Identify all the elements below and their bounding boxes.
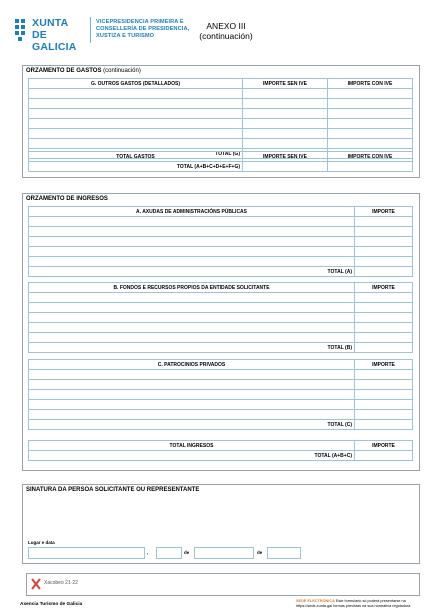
annex-title: ANEXO III (206, 21, 246, 31)
total-all-expenses-label: TOTAL (A+B+C+D+E+F+G) (29, 162, 243, 172)
signature-title: SINATURA DA PERSOA SOLICITANTE OU REPRESENTANTE (26, 487, 200, 493)
table-row[interactable] (29, 380, 413, 390)
column-header-concept: G. OUTROS GASTOS (DETALLADOS) (29, 79, 243, 89)
column-header-vat: IMPORTE CON IVE (328, 152, 413, 162)
signature-section (22, 484, 420, 564)
expenses-title-suffix: (continuación) (103, 68, 141, 74)
concept-cell[interactable] (29, 89, 243, 99)
de-label-2: de (257, 550, 263, 555)
department-line: CONSELLERÍA DE PRESIDENCIA, (96, 26, 190, 32)
amount-cell[interactable] (355, 227, 413, 237)
table-row[interactable] (29, 323, 413, 333)
xunta-logo-text (32, 17, 80, 53)
concept-cell[interactable] (29, 400, 355, 410)
concept-cell[interactable] (29, 333, 355, 343)
amount-cell[interactable] (355, 313, 413, 323)
month-field[interactable] (194, 547, 254, 559)
table-row[interactable] (29, 109, 413, 119)
concept-cell[interactable] (29, 227, 355, 237)
amount-cell[interactable] (355, 237, 413, 247)
expenses-title (26, 68, 141, 74)
table-header-row (29, 207, 413, 217)
other-expenses-table (28, 78, 413, 159)
amount-cell[interactable] (355, 303, 413, 313)
comma-separator: , (147, 550, 149, 555)
income-table-a (28, 206, 413, 277)
concept-cell[interactable] (29, 410, 355, 420)
amount-cell[interactable] (355, 390, 413, 400)
footer-note-line-2: https://sede.xunta.gal formas previstas na súa normativa reguladora (296, 604, 411, 608)
table-row[interactable] (29, 390, 413, 400)
table-row[interactable] (29, 333, 413, 343)
concept-cell[interactable] (29, 323, 355, 333)
concept-cell[interactable] (29, 390, 355, 400)
column-header-amount: IMPORTE (355, 283, 413, 293)
table-row[interactable] (29, 129, 413, 139)
table-row[interactable] (29, 400, 413, 410)
concept-cell[interactable] (29, 370, 355, 380)
income-section (22, 193, 420, 471)
total-g-label: TOTAL (G) (29, 149, 243, 159)
table-row[interactable] (29, 293, 413, 303)
amount-no-vat-cell[interactable] (243, 129, 328, 139)
total-c-label: TOTAL (C) (29, 420, 355, 430)
table-header-row (29, 360, 413, 370)
table-row[interactable] (29, 257, 413, 267)
amount-cell[interactable] (355, 247, 413, 257)
table-row[interactable] (29, 227, 413, 237)
amount-cell[interactable] (355, 257, 413, 267)
total-c-value[interactable] (355, 420, 413, 430)
table-row[interactable] (29, 247, 413, 257)
footer-note (296, 599, 410, 609)
total-all-vat[interactable] (328, 162, 413, 172)
total-income-table (28, 440, 413, 461)
table-row[interactable] (29, 119, 413, 129)
amount-cell[interactable] (355, 293, 413, 303)
place-date-label: Lugar e data (28, 540, 55, 545)
sede-electronica-brand[interactable]: SEDE ELECTRÓNICA (296, 599, 335, 603)
amount-no-vat-cell[interactable] (243, 89, 328, 99)
total-b-value[interactable] (355, 343, 413, 353)
table-row[interactable] (29, 370, 413, 380)
table-row[interactable] (29, 303, 413, 313)
section-a-header: A. AXUDAS DE ADMINISTRACIÓNS PÚBLICAS (29, 207, 355, 217)
concept-cell[interactable] (29, 313, 355, 323)
amount-vat-cell[interactable] (328, 89, 413, 99)
department-line: XUSTIZA E TURISMO (96, 33, 155, 39)
table-header-row (29, 79, 413, 89)
amount-no-vat-cell[interactable] (243, 99, 328, 109)
amount-cell[interactable] (355, 323, 413, 333)
column-header-no-vat: IMPORTE SEN IVE (243, 152, 328, 162)
place-field[interactable] (28, 547, 145, 559)
total-expenses-table (28, 151, 413, 172)
total-row (29, 420, 413, 430)
table-row[interactable] (29, 89, 413, 99)
total-b-label: TOTAL (B) (29, 343, 355, 353)
concept-cell[interactable] (29, 380, 355, 390)
amount-cell[interactable] (355, 370, 413, 380)
year-field[interactable] (267, 547, 301, 559)
de-label-1: de (184, 550, 190, 555)
footer-note-line-1: Este formulario só poderá presentarse na (335, 599, 406, 603)
amount-vat-cell[interactable] (328, 99, 413, 109)
concept-cell[interactable] (29, 109, 243, 119)
table-header-row (29, 441, 413, 451)
income-table-b (28, 282, 413, 353)
total-row (29, 343, 413, 353)
total-row (29, 267, 413, 277)
concept-cell[interactable] (29, 237, 355, 247)
logo-line-1: XUNTA (32, 17, 69, 29)
xacobeo-logo-text: Xacobeo 21·22 (44, 580, 78, 586)
table-row[interactable] (29, 139, 413, 149)
column-header-amount: IMPORTE (355, 360, 413, 370)
amount-no-vat-cell[interactable] (243, 119, 328, 129)
table-row[interactable] (29, 237, 413, 247)
amount-no-vat-cell[interactable] (243, 109, 328, 119)
concept-cell[interactable] (29, 247, 355, 257)
amount-vat-cell[interactable] (328, 119, 413, 129)
column-header-amount: IMPORTE (355, 207, 413, 217)
amount-cell[interactable] (355, 410, 413, 420)
amount-cell[interactable] (355, 400, 413, 410)
total-row (29, 451, 413, 461)
total-income-header: TOTAL INGRESOS (29, 441, 355, 451)
income-title: ORZAMENTO DE INGRESOS (26, 196, 108, 202)
annex-heading (176, 21, 276, 41)
concept-cell[interactable] (29, 119, 243, 129)
concept-cell[interactable] (29, 217, 355, 227)
concept-cell[interactable] (29, 303, 355, 313)
total-abc-label: TOTAL (A+B+C) (29, 451, 355, 461)
xunta-logo (14, 17, 80, 53)
annex-subtitle: (continuación) (199, 31, 253, 41)
amount-cell[interactable] (355, 217, 413, 227)
logo-line-2: DE GALICIA (32, 29, 77, 53)
day-field[interactable] (156, 547, 182, 559)
total-a-value[interactable] (355, 267, 413, 277)
total-abc-value[interactable] (355, 451, 413, 461)
amount-cell[interactable] (355, 380, 413, 390)
amount-vat-cell[interactable] (328, 129, 413, 139)
section-b-header: B. FONDOS E RECURSOS PROPIOS DA ENTIDADE SOLICITANTE (29, 283, 355, 293)
column-header-vat: IMPORTE CON IVE (328, 79, 413, 89)
total-row (29, 162, 413, 172)
xunta-shield-icon (14, 18, 27, 42)
footer-logo-box (26, 573, 420, 596)
table-header-row (29, 152, 413, 162)
table-row[interactable] (29, 410, 413, 420)
total-all-no-vat[interactable] (243, 162, 328, 172)
total-expenses-header: TOTAL GASTOS (29, 152, 243, 162)
section-c-header: C. PATROCINIOS PRIVADOS (29, 360, 355, 370)
amount-cell[interactable] (355, 333, 413, 343)
amount-no-vat-cell[interactable] (243, 139, 328, 149)
expenses-title-text: ORZAMENTO DE GASTOS (26, 68, 102, 74)
table-row[interactable] (29, 99, 413, 109)
department-line: VICEPRESIDENCIA PRIMEIRA E (96, 19, 184, 25)
xacobeo-logo-icon (31, 578, 41, 590)
concept-cell[interactable] (29, 139, 243, 149)
amount-vat-cell[interactable] (328, 109, 413, 119)
concept-cell[interactable] (29, 99, 243, 109)
amount-vat-cell[interactable] (328, 139, 413, 149)
header-divider (90, 17, 91, 43)
agency-name: Axencia Turismo de Galicia (20, 602, 83, 607)
expenses-section (22, 65, 420, 178)
income-table-c (28, 359, 413, 430)
concept-cell[interactable] (29, 257, 355, 267)
table-header-row (29, 283, 413, 293)
total-a-label: TOTAL (A) (29, 267, 355, 277)
concept-cell[interactable] (29, 129, 243, 139)
table-row[interactable] (29, 217, 413, 227)
concept-cell[interactable] (29, 293, 355, 303)
table-row[interactable] (29, 313, 413, 323)
column-header-no-vat: IMPORTE SEN IVE (243, 79, 328, 89)
column-header-amount: IMPORTE (355, 441, 413, 451)
